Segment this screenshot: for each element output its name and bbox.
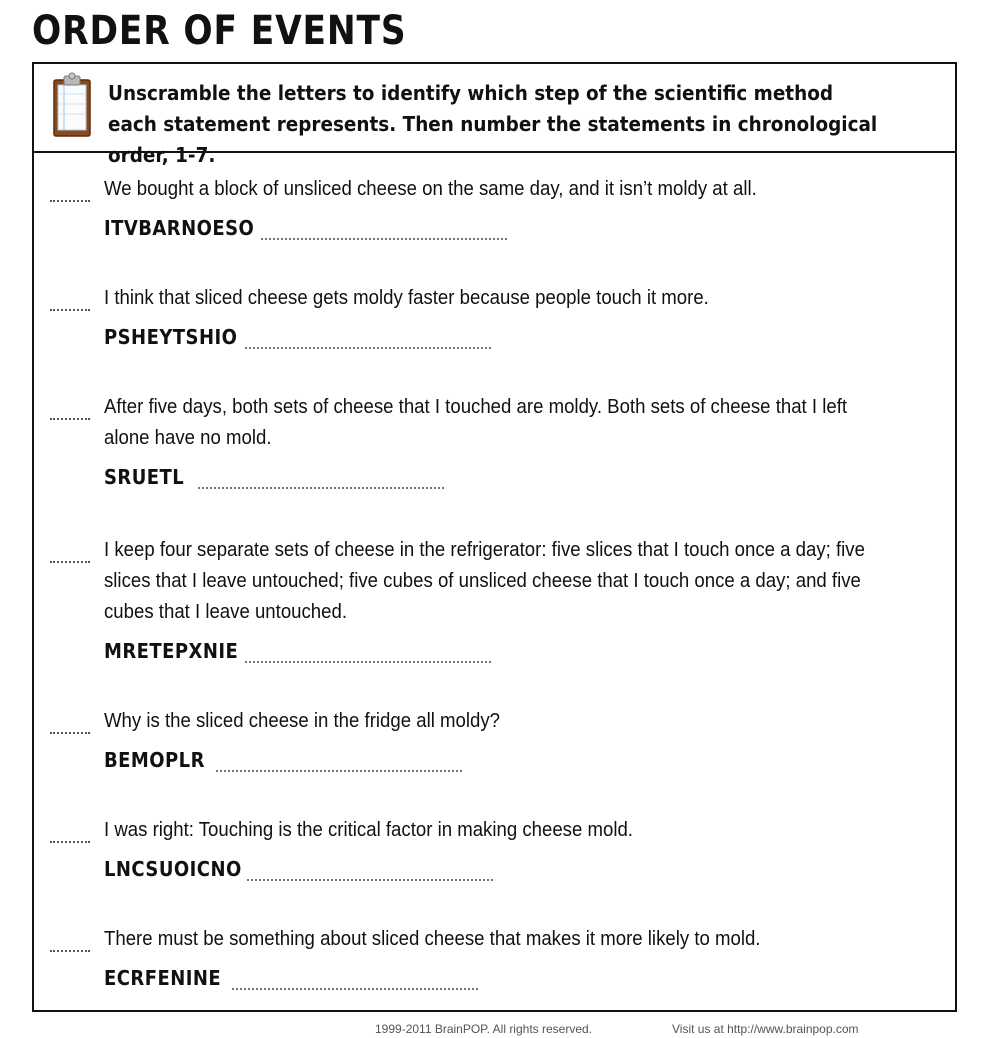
statement-text: I think that sliced cheese gets moldy faster because people touch it more. — [104, 287, 709, 309]
scrambled-word: BEMOPLR — [104, 748, 205, 772]
order-number-blank[interactable] — [50, 730, 90, 734]
answer-blank[interactable] — [245, 345, 491, 349]
scrambled-word: MRETEPXNIE — [104, 639, 239, 663]
scramble-row — [104, 463, 193, 493]
website-link[interactable]: Visit us at http://www.brainpop.com — [672, 1022, 859, 1036]
statement-text: Why is the sliced cheese in the fridge all moldy? — [104, 710, 500, 732]
page-title: ORDER OF EVENTS — [32, 8, 407, 54]
scramble-row — [104, 855, 257, 885]
statement-text: I keep four separate sets of cheese in the refrigerator: five slices that I touch once a day; five slices that I leave untouched; five cubes of unsliced cheese that I touch once a day; and five cubes that I leave untouched. — [104, 539, 865, 623]
answer-blank[interactable] — [245, 659, 491, 663]
scrambled-word: SRUETL — [104, 465, 185, 489]
clipboard-icon — [52, 72, 92, 138]
copyright-text: 1999-2011 BrainPOP. All rights reserved. — [375, 1022, 593, 1036]
scrambled-word: ITVBARNOESO — [104, 216, 255, 240]
statement-text: I was right: Touching is the critical factor in making cheese mold. — [104, 819, 633, 841]
statement-text: We bought a block of unsliced cheese on the same day, and it isn’t moldy at all. — [104, 178, 757, 200]
scrambled-word: LNCSUOICNO — [104, 857, 242, 881]
scramble-row — [104, 323, 252, 353]
instructions-panel — [34, 64, 955, 167]
answer-blank[interactable] — [198, 485, 444, 489]
answer-blank[interactable] — [261, 236, 507, 240]
statement-text: After five days, both sets of cheese that I touched are moldy. Both sets of cheese that I left alone have no mold. — [104, 396, 848, 449]
order-number-blank[interactable] — [50, 416, 90, 420]
instructions-text: Unscramble the letters to identify which step of the scientific method each statement represents. Then number the statements in chronological order, 1-7. — [108, 81, 878, 167]
scrambled-word: PSHEYTSHIO — [104, 325, 238, 349]
scramble-row — [104, 637, 253, 667]
scramble-row — [104, 964, 234, 994]
order-number-blank[interactable] — [50, 839, 90, 843]
answer-blank[interactable] — [232, 986, 478, 990]
scramble-row — [104, 746, 216, 776]
worksheet-frame — [32, 62, 957, 1012]
order-number-blank[interactable] — [50, 198, 90, 202]
order-number-blank[interactable] — [50, 559, 90, 563]
order-number-blank[interactable] — [50, 307, 90, 311]
scrambled-word: ECRFENINE — [104, 966, 222, 990]
scramble-row — [104, 214, 271, 244]
answer-blank[interactable] — [247, 877, 493, 881]
statement-text: There must be something about sliced cheese that makes it more likely to mold. — [104, 928, 761, 950]
answer-blank[interactable] — [216, 768, 462, 772]
order-number-blank[interactable] — [50, 948, 90, 952]
